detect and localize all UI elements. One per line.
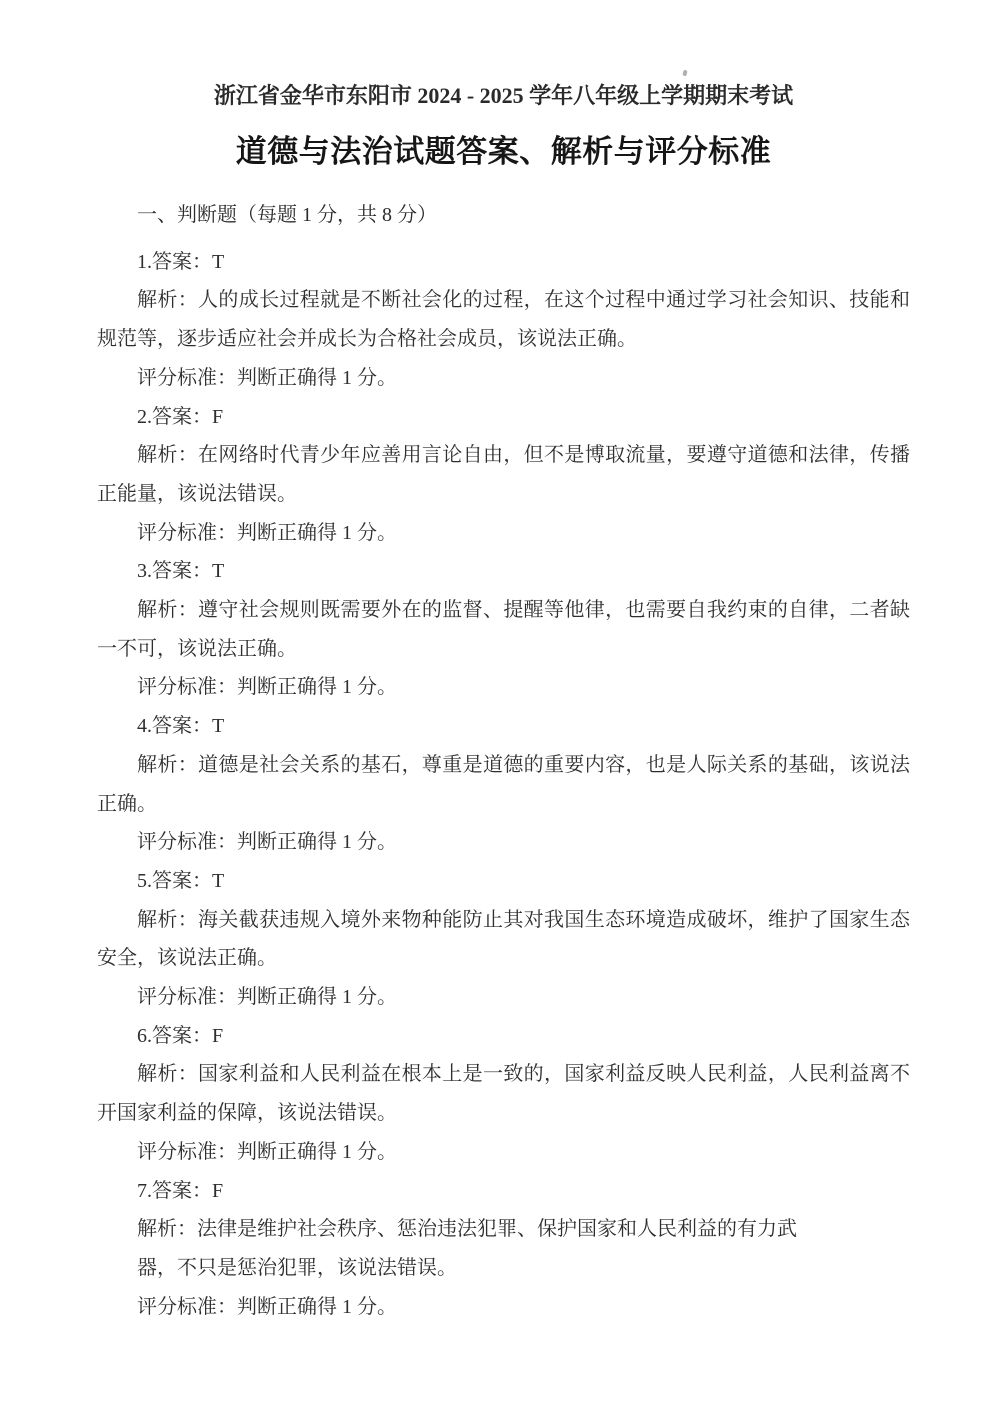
question-line: 解析：遵守社会规则既需要外在的监督、提醒等他律，也需要自我约束的自律，二者缺 [137,599,910,622]
document-title: 道德与法治试题答案、解析与评分标准 [235,134,772,169]
question-line: 评分标准：判断正确得 1 分。 [137,366,397,389]
question-line: 解析：法律是维护社会秩序、惩治违法犯罪、保护国家和人民利益的有力武 [137,1218,797,1241]
question-line: 评分标准：判断正确得 1 分。 [137,1295,397,1318]
question-line: 1.答案：T [137,250,225,273]
question-line: 评分标准：判断正确得 1 分。 [137,1140,397,1163]
question-line: 评分标准：判断正确得 1 分。 [137,986,397,1009]
question-line: 解析：在网络时代青少年应善用言论自由，但不是博取流量，要遵守道德和法律，传播 [137,444,910,467]
question-line: 评分标准：判断正确得 1 分。 [137,521,397,544]
question-block [97,243,910,398]
question-line: 规范等，逐步适应社会并成长为合格社会成员，该说法正确。 [97,328,637,351]
exam-title: 浙江省金华市东阳市 2024 - 2025 学年八年级上学期期末考试 [213,83,794,108]
question-line: 4.答案：T [137,715,225,738]
question-line: 安全，该说法正确。 [97,947,277,970]
question-line: 3.答案：T [137,560,225,583]
question-line: 一不可，该说法正确。 [97,637,297,660]
question-block [97,552,910,707]
question-block [97,707,910,862]
question-line: 5.答案：T [137,869,225,892]
question-line: 解析：人的成长过程就是不断社会化的过程，在这个过程中通过学习社会知识、技能和 [137,289,910,312]
question-block [97,398,910,553]
question-line: 2.答案：F [137,405,224,428]
question-line: 7.答案：F [137,1179,224,1202]
section-heading: 一、判断题（每题 1 分，共 8 分） [137,204,437,226]
document-header [97,80,910,174]
question-line: 评分标准：判断正确得 1 分。 [137,831,397,854]
question-line: 开国家利益的保障，该说法错误。 [97,1102,397,1125]
question-line: 评分标准：判断正确得 1 分。 [137,676,397,699]
question-line: 正确。 [97,792,157,815]
question-block [97,862,910,1017]
question-line: 6.答案：F [137,1024,224,1047]
question-line: 解析：海关截获违规入境外来物种能防止其对我国生态环境造成破坏，维护了国家生态 [137,908,910,931]
question-line: 器，不只是惩治犯罪，该说法错误。 [137,1256,457,1279]
question-block [97,1172,910,1327]
questions-list [97,243,910,1327]
question-block [97,1017,910,1172]
question-line: 正能量，该说法错误。 [97,482,297,505]
question-line: 解析：国家利益和人民利益在根本上是一致的，国家利益反映人民利益，人民利益离不 [137,1063,910,1086]
question-line: 解析：道德是社会关系的基石，尊重是道德的重要内容，也是人际关系的基础，该说法 [137,753,910,776]
